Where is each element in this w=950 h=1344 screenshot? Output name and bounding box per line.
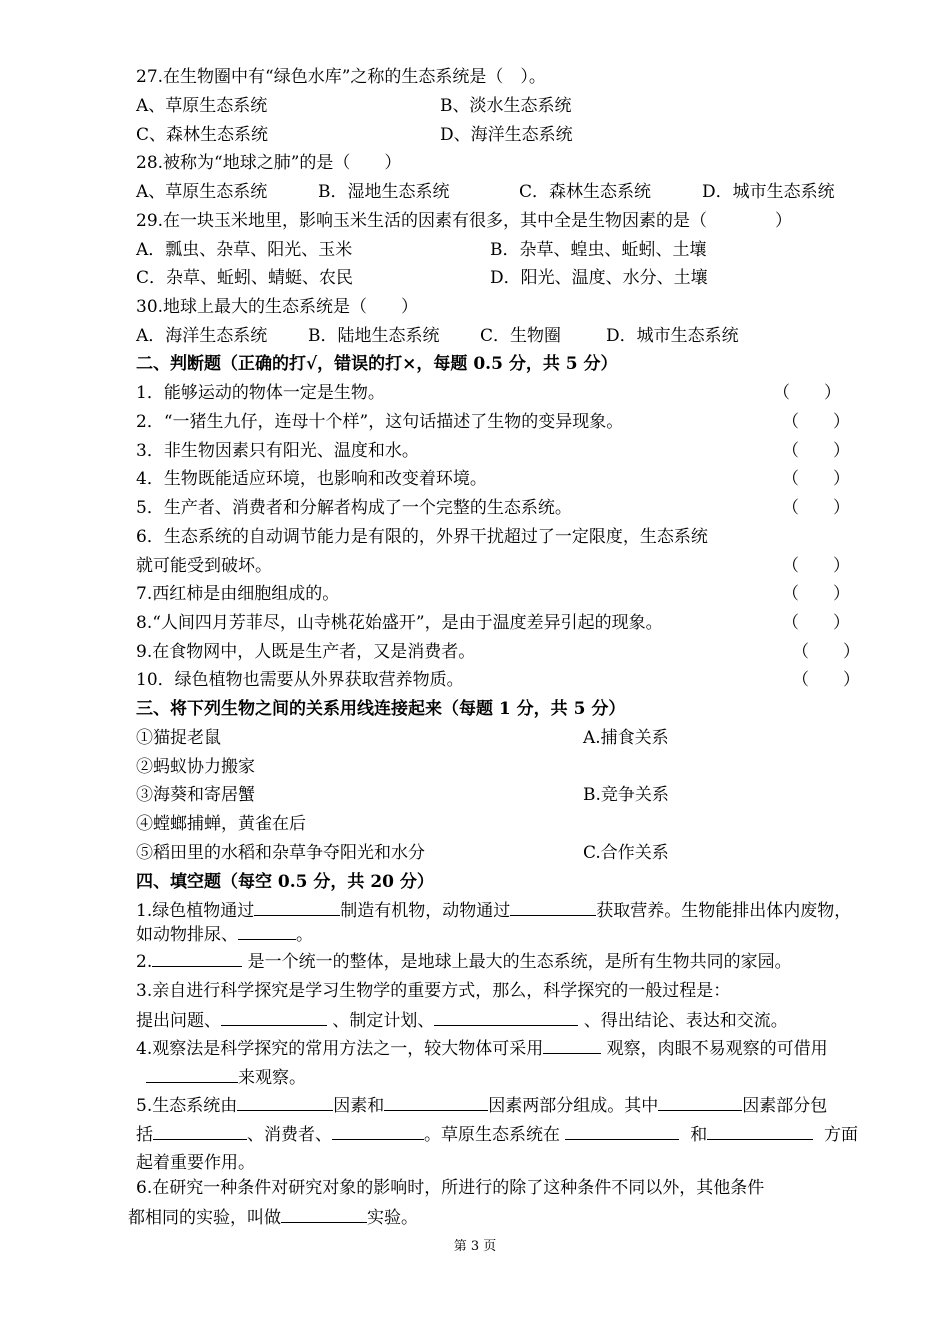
answer-paren-6: （ ） [782,556,850,576]
option-29d: D．阳光、温度、水分、土壤 [490,268,708,288]
option-29b: B．杂草、蝗虫、蚯蚓、土壤 [490,240,707,260]
section-2-heading: 二、判断题（正确的打√，错误的打×，每题 0.5 分，共 5 分） [136,354,618,374]
option-29c: C．杂草、蚯蚓、蜻蜓、农民 [136,268,354,288]
fill-1-line2 [136,923,313,946]
option-28b: B．湿地生态系统 [318,182,450,202]
match-option-a: A.捕食关系 [583,728,669,748]
fill-text: 因素两部分组成。其中 [488,1096,659,1116]
fill-text: 、得出结论、表达和交流。 [583,1011,788,1031]
option-27a: A、草原生态系统 [136,96,268,116]
blank[interactable] [281,1206,367,1223]
fill-text: 提出问题、 [136,1011,221,1031]
answer-paren-3: （ ） [782,441,850,461]
match-item-1: ①猫捉老鼠 [136,728,221,748]
option-29a: A．瓢虫、杂草、阳光、玉米 [136,240,353,260]
blank[interactable] [543,1037,601,1054]
fill-5-line2 [136,1123,858,1146]
option-28a: A、草原生态系统 [136,182,268,202]
answer-paren-9: （ ） [792,642,860,662]
fill-text: 和 [690,1125,708,1145]
fill-text: 制造有机物，动物通过 [340,901,511,921]
judgment-6-line1: 6．生态系统的自动调节能力是有限的，外界干扰超过了一定限度，生态系统 [136,527,708,547]
section-3-heading: 三、将下列生物之间的关系用线连接起来（每题 1 分，共 5 分） [136,699,626,719]
blank[interactable] [384,1094,488,1111]
option-28c: C．森林生态系统 [519,182,652,202]
fill-4-line2 [146,1066,306,1089]
section-4-heading: 四、填空题（每空 0.5 分，共 20 分） [136,872,434,892]
blank[interactable] [221,1009,327,1026]
judgment-6-line2: 就可能受到破坏。 [136,556,272,576]
fill-text: 2. [136,952,153,972]
judgment-2: 2．“一猪生九仔，连母十个样”，这句话描述了生物的变异现象。 [136,412,624,432]
blank[interactable] [254,899,340,916]
page-number: 第 3 页 [453,1239,497,1254]
blank[interactable] [146,1066,238,1083]
fill-text: 方面 [824,1125,859,1145]
option-27c: C、森林生态系统 [136,125,269,145]
blank[interactable] [238,923,296,940]
answer-paren-1: （ ） [773,383,841,403]
answer-paren-5: （ ） [782,498,850,518]
judgment-9: 9.在食物网中，人既是生产者，又是消费者。 [136,642,476,662]
fill-text: 来观察。 [238,1068,306,1088]
fill-5-line3: 起着重要作用。 [136,1153,255,1173]
blank[interactable] [434,1009,578,1026]
fill-text: 获取营养。生物能排出体内废物， [596,901,852,921]
answer-paren-4: （ ） [782,469,850,489]
answer-paren-7: （ ） [782,584,850,604]
fill-text: 。草原生态系统在 [424,1125,560,1145]
match-item-3: ③海葵和寄居蟹 [136,785,255,805]
question-28: 28.被称为“地球之肺”的是（ ） [136,153,402,173]
fill-2 [136,950,792,973]
judgment-10: 10．绿色植物也需要从外界获取营养物质。 [136,670,464,690]
answer-paren-10: （ ） [792,670,860,690]
fill-text: 因素和 [333,1096,385,1116]
fill-6-line2 [128,1206,418,1229]
fill-text: 1.绿色植物通过 [136,901,255,921]
judgment-7: 7.西红柿是由细胞组成的。 [136,584,340,604]
option-30a: A．海洋生态系统 [136,326,268,346]
judgment-5: 5．生产者、消费者和分解者构成了一个完整的生态系统。 [136,498,572,518]
fill-text: 、制定计划、 [332,1011,435,1031]
question-30: 30.地球上最大的生态系统是（ ） [136,297,419,317]
match-option-c: C.合作关系 [583,843,669,863]
option-27d: D、海洋生态系统 [440,125,573,145]
fill-text: 如动物排尿、 [136,925,238,945]
match-option-b: B.竞争关系 [583,785,669,805]
question-29: 29.在一块玉米地里，影响玉米生活的因素有很多，其中全是生物因素的是（ ） [136,211,793,231]
fill-6-line1: 6.在研究一种条件对研究对象的影响时，所进行的除了这种条件不同以外，其他条件 [136,1178,765,1198]
answer-paren-8: （ ） [782,613,850,633]
judgment-1: 1．能够运动的物体一定是生物。 [136,383,385,403]
blank[interactable] [510,899,596,916]
judgment-4: 4．生物既能适应环境，也影响和改变着环境。 [136,469,487,489]
fill-text: 、消费者、 [247,1125,332,1145]
fill-text: 实验。 [367,1208,418,1228]
match-item-4: ④螳螂捕蝉，黄雀在后 [136,814,306,834]
fill-text: 括 [136,1125,153,1145]
fill-text: 因素部分包 [742,1096,828,1116]
fill-3-line1: 3.亲自进行科学探究是学习生物学的重要方式，那么，科学探究的一般过程是： [136,981,731,1001]
fill-1-line1 [136,899,851,922]
fill-text: 5.生态系统由 [136,1096,238,1116]
option-28d: D．城市生态系统 [702,182,835,202]
question-27: 27.在生物圈中有“绿色水库”之称的生态系统是（ ）。 [136,67,546,87]
blank[interactable] [237,1094,333,1111]
match-item-2: ②蚂蚁协力搬家 [136,757,255,777]
blank[interactable] [707,1123,813,1140]
match-item-5: ⑤稻田里的水稻和杂草争夺阳光和水分 [136,843,425,863]
judgment-3: 3．非生物因素只有阳光、温度和水。 [136,441,419,461]
blank[interactable] [152,950,242,967]
blank[interactable] [565,1123,679,1140]
fill-3-line2 [136,1009,788,1032]
blank[interactable] [332,1123,424,1140]
blank[interactable] [153,1123,247,1140]
answer-paren-2: （ ） [782,412,850,432]
fill-text: 是一个统一的整体，是地球上最大的生态系统，是所有生物共同的家园。 [247,952,792,972]
fill-text: 4.观察法是科学探究的常用方法之一，较大物体可采用 [136,1039,544,1059]
fill-text: 观察，肉眼不易观察的可借用 [606,1039,828,1059]
option-30c: C．生物圈 [480,326,562,346]
option-30b: B．陆地生态系统 [308,326,440,346]
blank[interactable] [658,1094,742,1111]
judgment-8: 8.“人间四月芳菲尽，山寺桃花始盛开”，是由于温度差异引起的现象。 [136,613,663,633]
fill-text: 。 [296,925,313,945]
fill-4-line1 [136,1037,828,1060]
option-27b: B、淡水生态系统 [440,96,572,116]
fill-text: 都相同的实验，叫做 [128,1208,281,1228]
fill-5-line1 [136,1094,827,1117]
option-30d: D．城市生态系统 [606,326,739,346]
